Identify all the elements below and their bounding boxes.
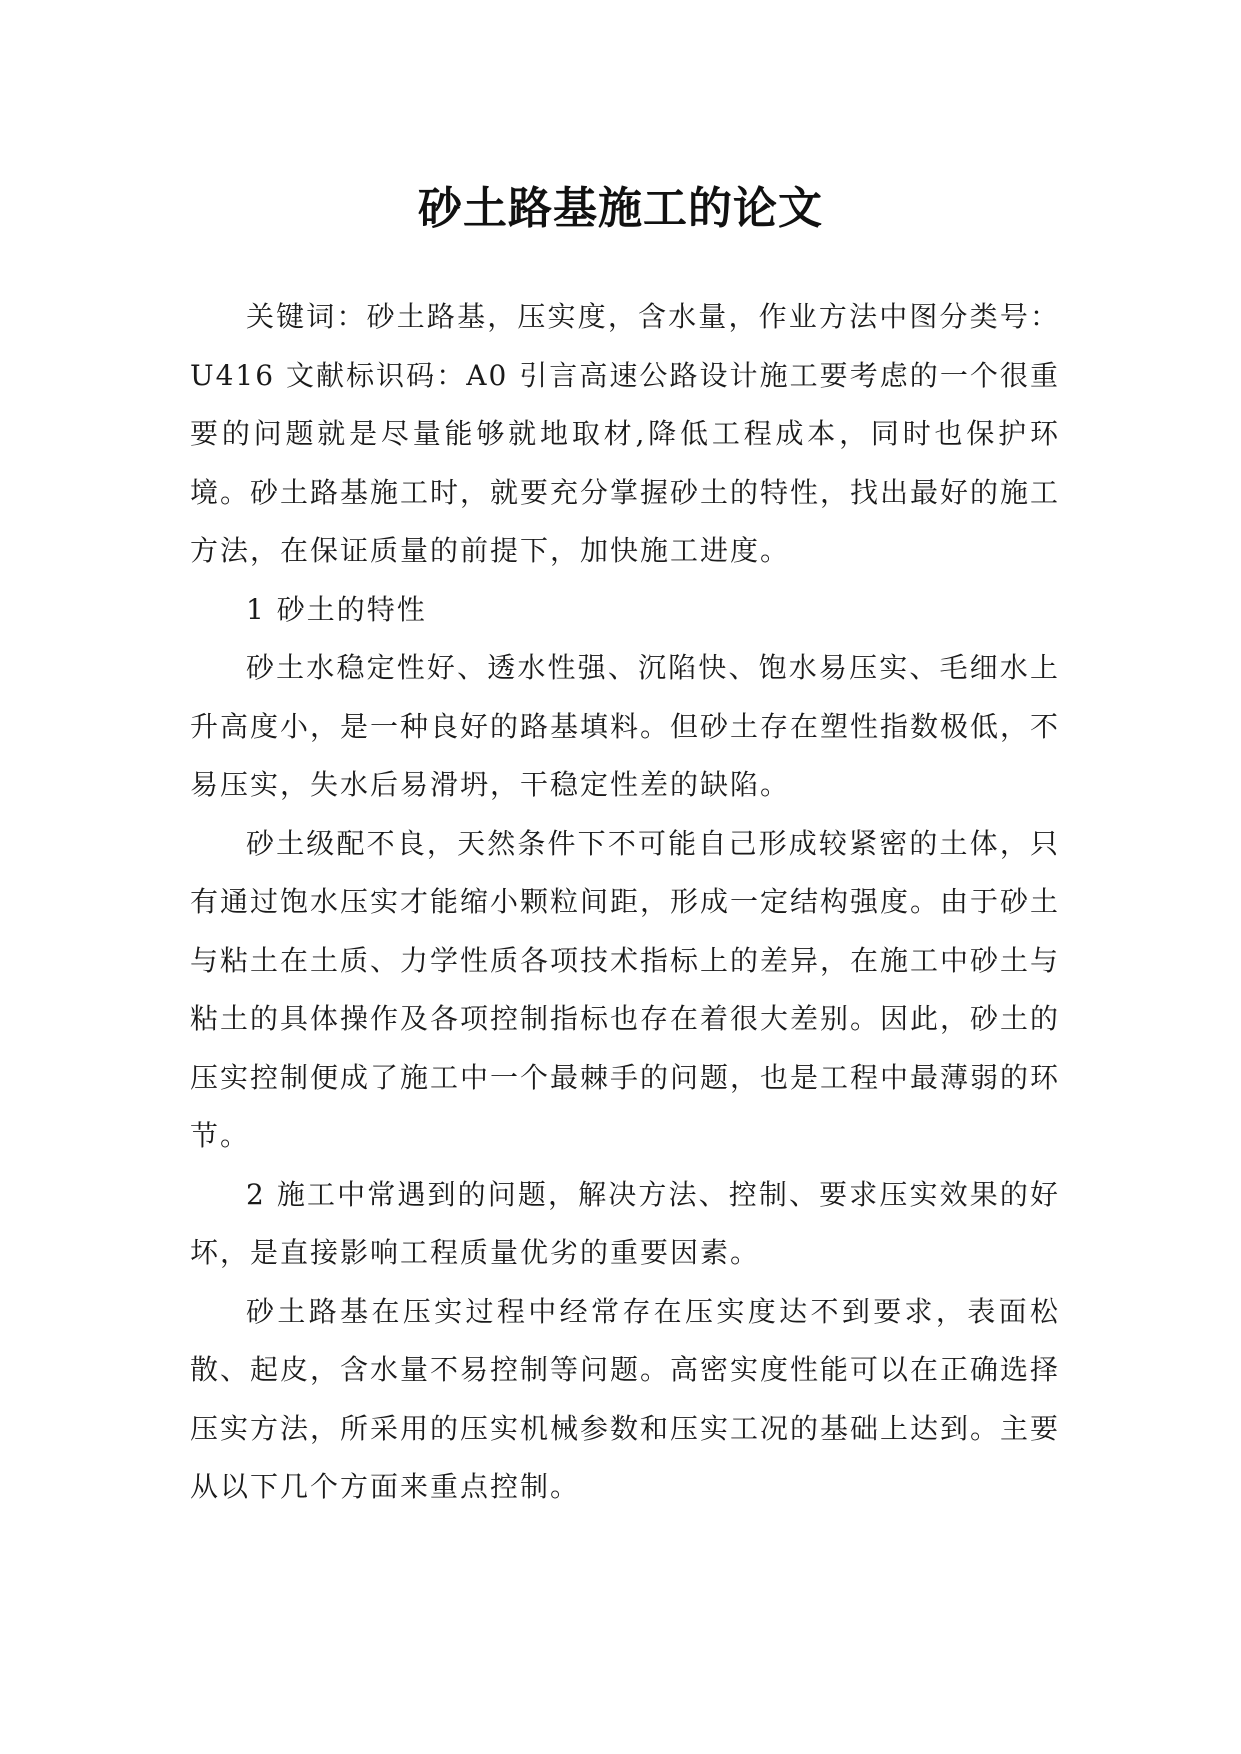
document-title: 砂土路基施工的论文 xyxy=(418,183,823,235)
paragraph-sand-gradation: 砂土级配不良，天然条件下不可能自己形成较紧密的土体，只有通过饱水压实才能缩小颗粒间距，形成一定结构强度。由于砂土与粘土在土质、力学性质各项技术指标上的差异，在施工中砂土与粘土的具体操作及各项控制指标也存在着很大差别。因此，砂土的压实控制便成了施工中一个最棘手的问题，也是工程中最薄弱的环节。 xyxy=(190,826,1061,1152)
section-heading-1: 1 砂土的特性 xyxy=(246,592,427,626)
document-body xyxy=(190,288,1060,1517)
paragraph-compaction-issues: 砂土路基在压实过程中经常存在压实度达不到要求，表面松散、起皮，含水量不易控制等问题。高密实度性能可以在正确选择压实方法，所采用的压实机械参数和压实工况的基础上达到。主要从以下几个方面来重点控制。 xyxy=(190,1294,1061,1503)
paragraph-keywords-intro: 关键词：砂土路基，压实度，含水量，作业方法中图分类号：U416 文献标识码：A0 引言高速公路设计施工要考虑的一个很重要的问题就是尽量能够就地取材,降低工程成本，同时也保护环境。砂土路基施工时，就要充分掌握砂土的特性，找出最好的施工方法，在保证质量的前提下，加快施工进度。 xyxy=(190,300,1061,567)
section-heading-2: 2 施工中常遇到的问题，解决方法、控制、要求压实效果的好坏，是直接影响工程质量优劣的重要因素。 xyxy=(190,1177,1060,1269)
paragraph-sand-properties: 砂土水稳定性好、透水性强、沉陷快、饱水易压实、毛细水上升高度小，是一种良好的路基填料。但砂土存在塑性指数极低，不易压实，失水后易滑坍，干稳定性差的缺陷。 xyxy=(190,651,1061,801)
